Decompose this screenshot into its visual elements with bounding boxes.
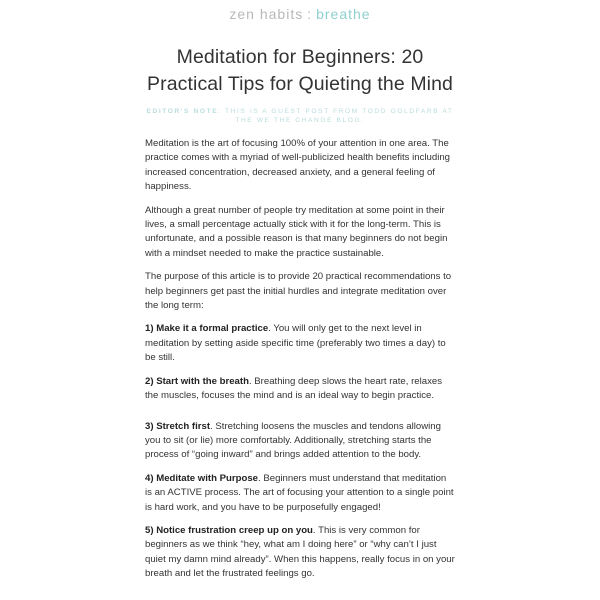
editors-note (139, 107, 461, 125)
tip-paragraph (145, 375, 455, 404)
tip-paragraph (145, 524, 455, 582)
article-body (145, 137, 455, 582)
site-section-link[interactable]: breathe (316, 6, 371, 22)
article-title: Meditation for Beginners: 20 Practical Tips for Quieting the Mind (147, 46, 453, 95)
tip-heading: 4) Meditate with Purpose (145, 472, 259, 484)
tip-text: . You will only get to the next level in meditation by setting aside specific time (preferably two times a day) to be still. (145, 323, 446, 364)
tip-text: . Breathing deep slows the heart rate, relaxes the muscles, focuses the mind and is an ideal way to begin practice. (145, 375, 443, 402)
intro-paragraph: Although a great number of people try meditation at some point in their lives, a small percentage actually stick with it for the long-term. This is unfortunate, and a possible reason is that many beginners do not begin with a mindset needed to make the practice sustainable. (145, 204, 448, 259)
tip-text: . This is very common for beginners as we think “hey, what am I doing here” or “why can’t I just quiet my damn mind already”. When this happens, really focus in on your breath and let the frustrated feelings go. (145, 524, 455, 580)
header-separator: : (307, 6, 313, 22)
site-brand-link[interactable]: zen habits (229, 6, 304, 22)
tip-text: . Beginners must understand that meditation is an ACTIVE process. The art of focusing your attention to a single point is hard work, and you have to be purposefully engaged! (145, 472, 454, 513)
intro-paragraph: Meditation is the art of focusing 100% of your attention in one area. The practice comes with a myriad of well-publicized health benefits including increased concentration, decreased anxiety, and a general feeling of happiness. (145, 138, 451, 193)
tip-heading: 1) Make it a formal practice (145, 323, 269, 335)
editors-note-text: : THIS IS A GUEST POST FROM TODD GOLDFARB AT THE WE THE CHANGE BLOG. (218, 108, 454, 124)
tip-heading: 2) Start with the breath (145, 375, 249, 387)
editors-note-label: EDITOR'S NOTE (146, 108, 219, 115)
article (145, 44, 455, 591)
intro-paragraph: The purpose of this article is to provide 20 practical recommendations to help beginners get past the initial hurdles and integrate meditation over the long term: (145, 271, 452, 312)
tip-heading: 5) Notice frustration creep up on you (145, 524, 313, 536)
tip-paragraph (145, 322, 455, 365)
tip-paragraph (145, 472, 455, 515)
tip-text: . Stretching loosens the muscles and tendons allowing you to sit (or lie) more comfortably. Additionally, stretching starts the process of “going inward” and brings added attention to the body. (145, 420, 441, 461)
tip-heading: 3) Stretch first (145, 420, 211, 432)
tip-paragraph (145, 420, 455, 463)
site-header (0, 6, 600, 22)
